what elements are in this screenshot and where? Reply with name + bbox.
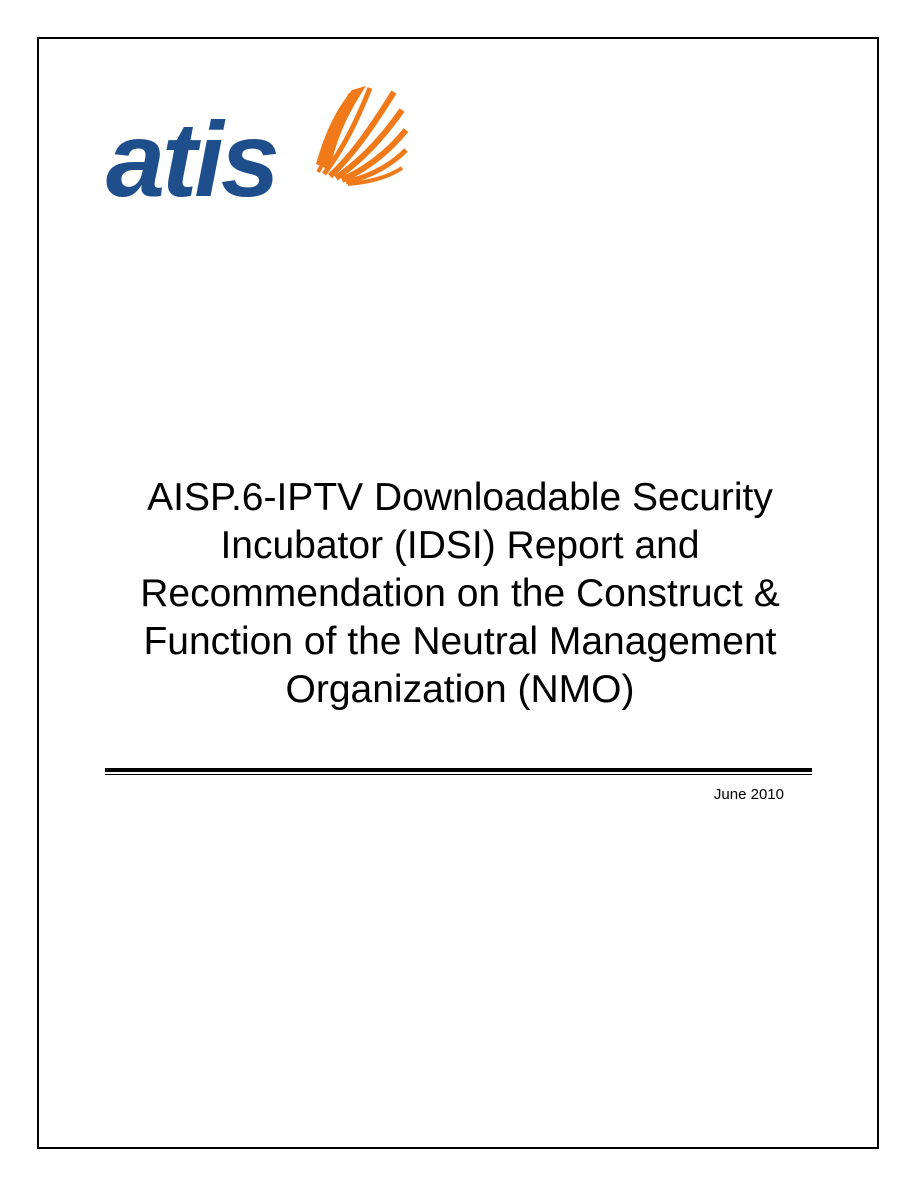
- logo-wordmark: atis: [106, 101, 277, 202]
- publication-date: June 2010: [713, 786, 784, 803]
- title-line-5: Organization (NMO): [285, 668, 635, 711]
- logo-sunburst-icon: [316, 86, 406, 184]
- atis-logo: [104, 84, 408, 202]
- title-line-3: Recommendation on the Construct &: [140, 572, 780, 615]
- title-line-1: AISP.6-IPTV Downloadable Security: [147, 476, 773, 519]
- title-divider-thick: [105, 768, 812, 772]
- title-divider-thin: [105, 774, 812, 775]
- title-line-4: Function of the Neutral Management: [143, 620, 777, 663]
- document-title: [90, 474, 830, 714]
- title-line-2: Incubator (IDSI) Report and: [220, 524, 700, 567]
